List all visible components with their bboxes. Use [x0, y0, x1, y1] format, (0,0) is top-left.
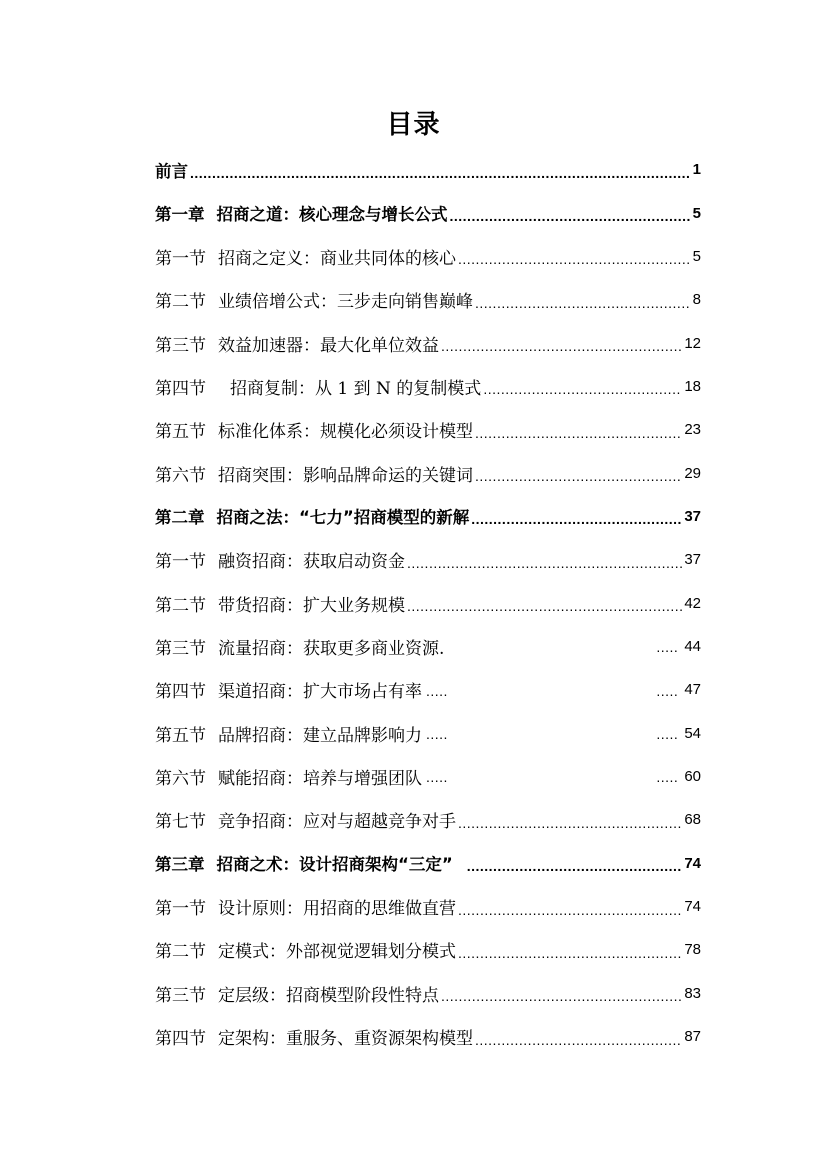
toc-entry-section[interactable] [155, 278, 701, 321]
dot-leader [458, 902, 682, 918]
toc-entry-title: 流量招商：获取更多商业资源. [218, 638, 445, 659]
toc-entry-page: 5 [692, 247, 701, 265]
toc-entry-title: 品牌招商：建立品牌影响力 [218, 725, 422, 746]
toc-entry-section[interactable] [155, 1015, 701, 1058]
toc-entry-number: 第一章 [155, 205, 205, 225]
page-title: 目录 [386, 110, 441, 140]
dot-leader [475, 1032, 682, 1048]
toc-entry-number: 第三节 [155, 638, 206, 659]
toc-entry-number: 第一节 [155, 899, 206, 920]
toc-entry-section[interactable] [155, 451, 701, 494]
toc-entry-page: 78 [684, 941, 701, 959]
toc-entry-page: 47 [684, 681, 701, 699]
toc-entry-number: 第四节 [155, 378, 206, 399]
toc-entry-section[interactable] [155, 625, 701, 668]
toc-entry-number: 第三节 [155, 335, 206, 356]
toc-entry-title: 标准化体系：规模化必须设计模型 [218, 422, 473, 443]
toc-entry-title: 业绩倍增公式：三步走向销售巅峰 [218, 292, 473, 313]
toc-entry-page: 83 [684, 984, 701, 1002]
dot-leader [441, 988, 682, 1004]
toc-entry-section[interactable] [155, 928, 701, 971]
toc-entry-title: 定模式：外部视觉逻辑划分模式 [218, 942, 456, 963]
toc-entry-number: 第三节 [155, 985, 206, 1006]
toc-entry-section[interactable] [155, 321, 701, 364]
dot-leader: ..... [426, 682, 448, 699]
toc-entry-title: 定层级：招商模型阶段性特点 [218, 985, 439, 1006]
dot-leader [407, 598, 682, 614]
toc-entry-page: 60 [684, 767, 701, 785]
toc-entry-page: 74 [684, 854, 701, 872]
toc-entry-page: 74 [684, 898, 701, 916]
dot-leader [475, 295, 691, 311]
toc-entry-number: 第一节 [155, 552, 206, 573]
toc-entry-section[interactable] [155, 365, 701, 408]
toc-entry-title: 效益加速器：最大化单位效益 [218, 335, 439, 356]
toc-entry-number: 第一节 [155, 248, 206, 269]
toc-entry-number: 第四节 [155, 682, 206, 703]
toc-entry-title: 带货招商：扩大业务规模 [218, 595, 405, 616]
dot-leader: ..... [656, 639, 679, 656]
toc-entry-title: 前言 [155, 161, 188, 181]
toc-entry-page: 1 [692, 161, 701, 179]
toc-entry-chapter[interactable] [155, 842, 701, 885]
dot-leader: ..... [656, 769, 679, 786]
toc-entry-section[interactable] [155, 235, 701, 278]
toc-entry-page: 29 [684, 464, 701, 482]
toc-entry-number: 第五节 [155, 725, 206, 746]
toc-entry-section[interactable] [155, 798, 701, 841]
dot-leader [467, 858, 683, 874]
toc-entry-number: 第六节 [155, 768, 206, 789]
toc-entry-title: 招商之道：核心理念与增长公式 [216, 205, 448, 225]
toc-entry-page: 5 [692, 204, 701, 222]
dot-leader [458, 251, 691, 267]
toc-entry-section[interactable] [155, 755, 701, 798]
toc-entry-section[interactable] [155, 972, 701, 1015]
toc-entry-page: 37 [684, 507, 701, 525]
dot-leader [458, 945, 682, 961]
toc-entry-number: 第二节 [155, 595, 206, 616]
toc-entry-title: 赋能招商：培养与增强团队 [218, 768, 422, 789]
toc-entry-page: 18 [684, 377, 701, 395]
toc-entry-title: 渠道招商：扩大市场占有率 [218, 682, 422, 703]
toc-entry-title: 设计原则：用招商的思维做直营 [218, 899, 456, 920]
toc-entry-section[interactable] [155, 581, 701, 624]
dot-leader: ..... [426, 726, 448, 743]
toc-entry-section[interactable] [155, 538, 701, 581]
dot-leader [475, 468, 682, 484]
dot-leader [471, 511, 682, 527]
toc-entry-page: 54 [684, 724, 701, 742]
toc-entry-chapter[interactable] [155, 495, 701, 538]
toc-entry-number: 第二节 [155, 942, 206, 963]
dot-leader [483, 381, 682, 397]
toc-entry-number: 第三章 [155, 855, 205, 875]
dot-leader: ..... [656, 682, 679, 699]
dot-leader: ..... [656, 726, 679, 743]
toc-entry-number: 第四节 [155, 1029, 206, 1050]
dot-leader [458, 815, 682, 831]
toc-entry-preface[interactable] [155, 148, 701, 191]
dot-leader [475, 425, 682, 441]
dot-leader: ..... [426, 769, 448, 786]
dot-leader [190, 165, 691, 181]
toc-entry-number: 第五节 [155, 422, 206, 443]
toc-entry-title: 招商突围：影响品牌命运的关键词 [218, 465, 473, 486]
dot-leader [450, 208, 691, 224]
toc-entry-title: 招商复制：从 1 到 N 的复制模式 [230, 378, 482, 399]
toc-entry-title: 融资招商：获取启动资金 [218, 552, 405, 573]
toc-entry-page: 23 [684, 421, 701, 439]
dot-leader [407, 555, 682, 571]
dot-leader [441, 338, 682, 354]
toc-entry-page: 87 [684, 1028, 701, 1046]
toc-entry-number: 第二节 [155, 292, 206, 313]
toc-entry-title: 竞争招商：应对与超越竞争对手 [218, 812, 456, 833]
toc-entry-page: 12 [684, 334, 701, 352]
toc-entry-chapter[interactable] [155, 191, 701, 234]
toc-entry-number: 第二章 [155, 508, 205, 528]
table-of-contents [155, 148, 701, 1058]
toc-entry-page: 68 [684, 811, 701, 829]
toc-entry-number: 第七节 [155, 812, 206, 833]
toc-entry-page: 44 [684, 637, 701, 655]
toc-entry-title: 招商之定义：商业共同体的核心 [218, 248, 456, 269]
toc-entry-section[interactable] [155, 408, 701, 451]
toc-entry-number: 第六节 [155, 465, 206, 486]
toc-entry-page: 8 [692, 291, 701, 309]
toc-entry-page: 42 [684, 594, 701, 612]
toc-entry-title: 定架构：重服务、重资源架构模型 [218, 1029, 473, 1050]
toc-entry-section[interactable] [155, 668, 701, 711]
toc-entry-title: 招商之术：设计招商架构“三定” [216, 855, 453, 875]
toc-entry-title: 招商之法：“七力”招商模型的新解 [216, 508, 470, 528]
toc-entry-section[interactable] [155, 885, 701, 928]
toc-entry-page: 37 [684, 551, 701, 569]
toc-entry-section[interactable] [155, 711, 701, 754]
